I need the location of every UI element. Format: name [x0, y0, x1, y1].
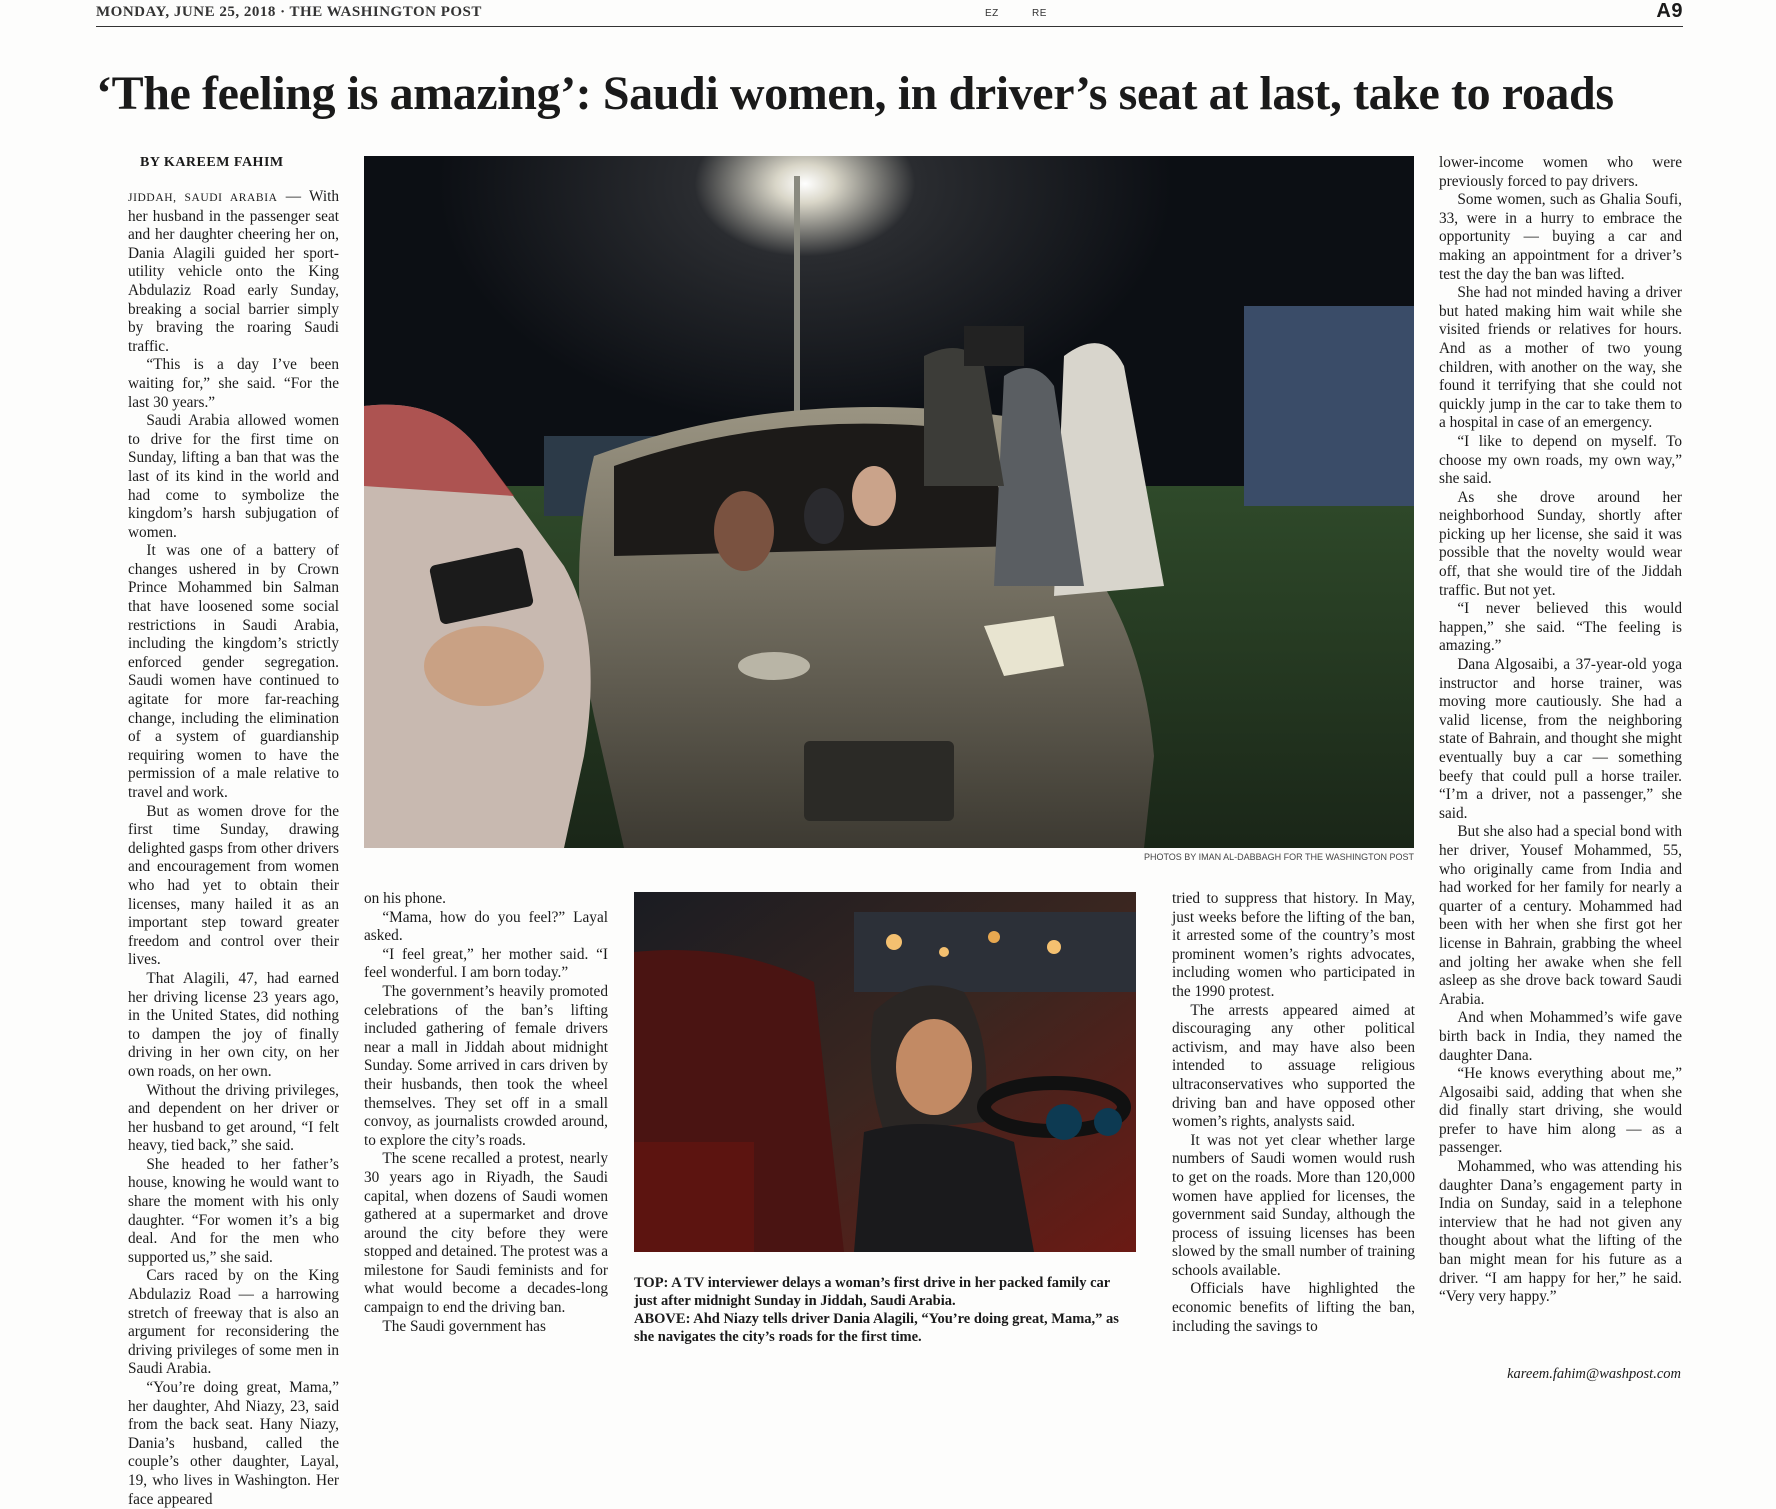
paragraph: “You’re doing great, Mama,” her daughter, Ahd Niazy, 23, said from the back seat. Hany Niazy, Dania’s husband, called the couple’s other daughter, Layal, 19, who lives in Washington. Her face appeared — [128, 1379, 339, 1508]
paragraph: But as women drove for the first time Sunday, drawing delighted gasps from other drivers and encouragement from women who had yet to obtain their licenses, many hailed it as an important step toward greater freedom and control over their lives. — [128, 802, 339, 969]
paragraph: “I never believed this would happen,” she said. “The feeling is amazing.” — [1439, 600, 1682, 655]
author-email: kareem.fahim@washpost.com — [1507, 1366, 1681, 1382]
article-column-3 — [1172, 890, 1415, 1390]
paragraph: tried to suppress that history. In May, just weeks before the lifting of the ban, it arrested some of the country’s most prominent women’s rights advocates, including women who participated in the 1990 protest. — [1172, 890, 1415, 1000]
paragraph: on his phone. — [364, 890, 447, 907]
photo-caption — [634, 1274, 1136, 1346]
paragraph: Officials have highlighted the economic benefits of lifting the ban, including the savings to — [1172, 1280, 1415, 1335]
paragraph: “I feel great,” her mother said. “I feel wonderful. I am born today.” — [364, 945, 608, 982]
dateline-location: JIDDAH, SAUDI ARABIA — [128, 192, 278, 204]
paragraph: Without the driving privileges, and dependent on her driver or her husband to get around, “I felt heavy, tied back,” she said. — [128, 1081, 339, 1155]
paragraph: “He knows everything about me,” Algosaibi said, adding that when she did finally start driving, she would prefer to have him along — as a passenger. — [1439, 1065, 1682, 1157]
paragraph: Cars raced by on the King Abdulaziz Road — a harrowing stretch of freeway that is also an argument for reconsidering the driving privileges of some men in Saudi Arabia. — [128, 1267, 339, 1378]
paragraph: And when Mohammed’s wife gave birth back in India, they named the daughter Dana. — [1439, 1009, 1682, 1064]
paragraph: She had not minded having a driver but hated making him wait while she visited friends or relatives for hours. And as a mother of two young children, with another on the way, she found it terrifying that she could not quickly jump in the car to take them to a hospital in case of an emergency. — [1439, 284, 1682, 432]
page-number: A9 — [1656, 0, 1683, 22]
paragraph: It was one of a battery of changes ushered in by Crown Prince Mohammed bin Salman that have loosened some social restrictions in Saudi Arabia, including the kingdom’s strictly enforced gender segregation. Saudi women have continued to agitate for more far-reaching change, including the elimination of a system of guardianship requiring women to have the permission of a male relative to travel and work. — [128, 542, 339, 801]
paragraph: Saudi Arabia allowed women to drive for the first time on Sunday, lifting a ban that was the last of its kind in the world and had come to symbolize the kingdom’s harsh subjugation of women. — [128, 412, 339, 541]
article-column-2 — [364, 890, 608, 1390]
header-dateline: MONDAY, JUNE 25, 2018 · THE WASHINGTON POST — [96, 4, 482, 20]
headline: ‘The feeling is amazing’: Saudi women, in driver’s seat at last, take to roads — [96, 67, 1614, 120]
paragraph: The Saudi government has — [382, 1317, 546, 1335]
bottom-photo-woman-driving — [634, 892, 1136, 1252]
paragraph: “This is a day I’ve been waiting for,” she said. “For the last 30 years.” — [128, 356, 339, 411]
paragraph: “Mama, how do you feel?” Layal asked. — [364, 908, 608, 945]
paragraph: Dana Algosaibi, a 37-year-old yoga instructor and horse trainer, was moving more cautiously. She had a valid license, from the neighboring state of Bahrain, and thought she might eventually buy a car — something beefy that could pull a horse trailer. “I’m a driver, not a passenger,” she said. — [1439, 656, 1682, 822]
paragraph: As she drove around her neighborhood Sunday, shortly after picking up her license, she said it was possible that the novelty would wear off, that she would tire of the Jiddah traffic. But not yet. — [1439, 488, 1682, 599]
byline: BY KAREEM FAHIM — [140, 155, 284, 170]
paragraph: She headed to her father’s house, knowing he would want to share the moment with his only daughter. “For women it’s a big deal. And for the men who supported us,” she said. — [128, 1155, 339, 1266]
paragraph: The scene recalled a protest, nearly 30 years ago in Riyadh, the Saudi capital, when dozens of Saudi women gathered at a supermarket and drove around the city before they were stopped and detained. The protest was a milestone for Saudi feminists and for what would become a decades-long campaign to end the driving ban. — [364, 1150, 608, 1317]
paragraph: But she also had a special bond with her driver, Yousef Mohammed, 55, who originally came from India and had worked for her family for nearly a quarter of a century. Mohammed had been with her when she first got her license in Bahrain, grabbing the wheel and jolting her awake when she fell asleep as she drove back toward Saudi Arabia. — [1439, 823, 1682, 1008]
woman-driving-photo-icon — [634, 892, 1136, 1252]
edition-code-re: RE — [1032, 8, 1047, 19]
paragraph: The arrests appeared aimed at discouraging any other political activism, and may have also been intended to assuage religious ultraconservatives who supported the driving ban and have opposed other women’s rights, analysts said. — [1172, 1001, 1415, 1131]
paragraph: Mohammed, who was attending his daughter Dana’s engagement party in India on Sunday, said in a telephone interview that he had not given any thought about what the lifting of the ban might mean for his future as a driver. “I am happy for her,” he said. “Very very happy.” — [1439, 1158, 1682, 1306]
paragraph: “I like to depend on myself. To choose my own roads, my own way,” she said. — [1439, 432, 1682, 488]
lead-paragraph — [128, 188, 339, 356]
night-car-interview-photo-icon — [364, 156, 1414, 848]
paragraph: That Alagili, 47, had earned her driving license 23 years ago, in the United States, did nothing to dampen the joy of finally driving in her own city, on her own roads, on her own. — [128, 969, 339, 1080]
caption-top: TOP: A TV interviewer delays a woman’s first drive in her packed family car just after midnight Sunday in Jiddah, Saudi Arabia. — [634, 1275, 1110, 1309]
paragraph: The government’s heavily promoted celebrations of the ban’s lifting included gathering of female drivers near a mall in Jiddah about midnight Sunday. Some arrived in cars driven by their husbands, then took the wheel themselves. They set off in a small convoy, as journalists crowded around, to explore the city’s roads. — [364, 982, 608, 1149]
page-header — [96, 2, 1683, 27]
lead-text: — With her husband in the passenger seat and her daughter cheering her on, Dania Alagili guided her sport-utility vehicle onto the King Abdulaziz Road early Sunday, breaking a social barrier simply by braving the roaring Saudi traffic. — [128, 188, 339, 355]
caption-above: ABOVE: Ahd Niazy tells driver Dania Alagili, “You’re doing great, Mama,” as she navigates the city’s roads for the first time. — [634, 1311, 1119, 1345]
article-column-1 — [128, 188, 339, 1508]
paragraph: It was not yet clear whether large numbers of Saudi women would rush to get on the roads. More than 120,000 women have applied for licenses, the government said Sunday, although the process of issuing licenses has been slowed by the small number of training schools available. — [1172, 1131, 1415, 1279]
article-column-4 — [1439, 154, 1682, 1362]
top-photo-night-car-interview — [364, 156, 1414, 848]
paragraph: lower-income women who were previously forced to pay drivers. — [1439, 154, 1682, 190]
edition-code-ez: EZ — [985, 8, 999, 19]
paragraph: Some women, such as Ghalia Soufi, 33, were in a hurry to embrace the opportunity — buying a car and making an appointment for a driver’s test the day the ban was lifted. — [1439, 191, 1682, 283]
photo-credit: PHOTOS BY IMAN AL-DABBAGH FOR THE WASHINGTON POST — [1143, 852, 1414, 862]
